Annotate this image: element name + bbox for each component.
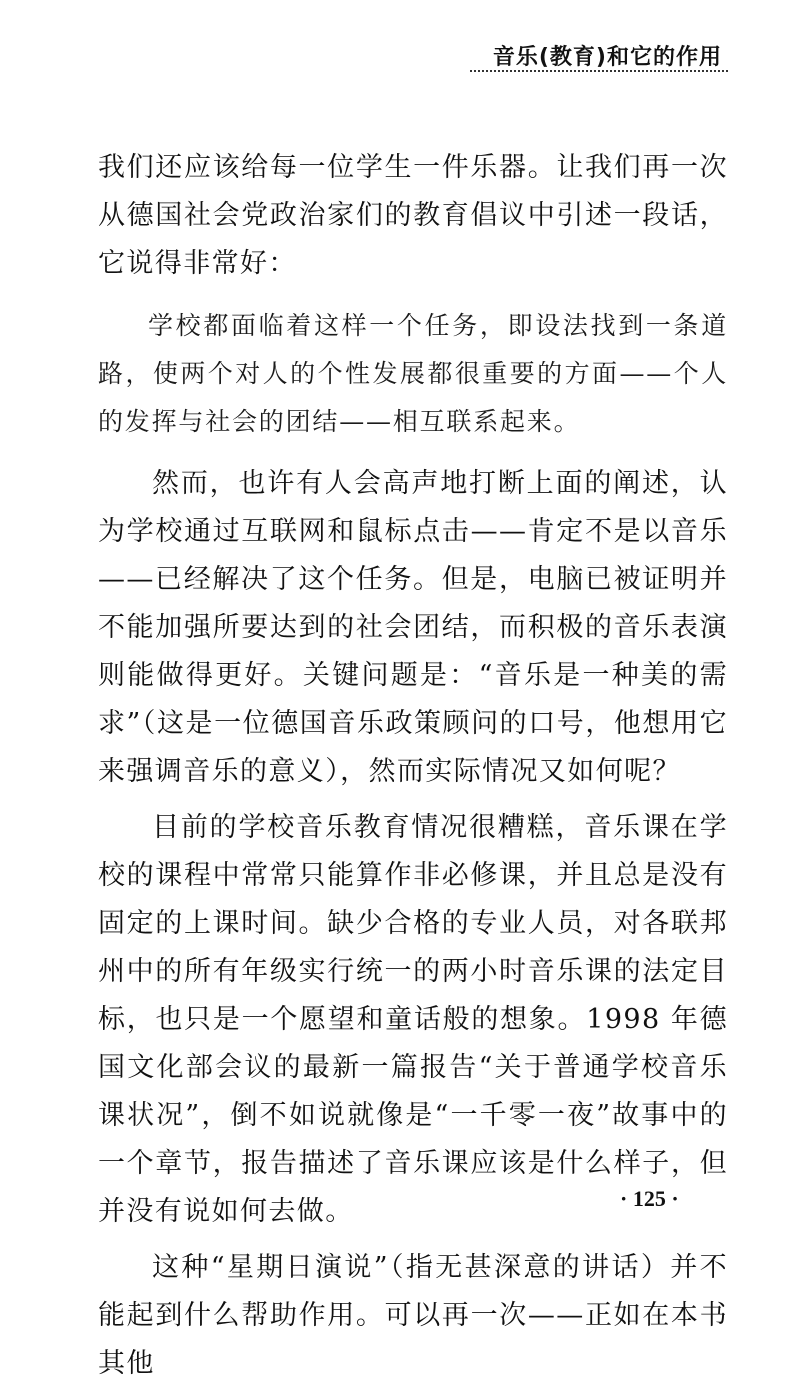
paragraph-4: 这种“星期日演说”（指无甚深意的讲话）并不能起到什么帮助作用。可以再一次——正如在本书其他	[98, 1252, 728, 1379]
paragraph-2: 然而，也许有人会高声地打断上面的阐述，认为学校通过互联网和鼠标点击——肯定不是以音乐——已经解决了这个任务。但是，电脑已被证明并不能加强所要达到的社会团结，而积极的音乐表演则能做得更好。关键问题是：“音乐是一种美的需求”（这是一位德国音乐政策顾问的口号，他想用它来强调音乐的意义），然而实际情况又如何呢？	[98, 468, 728, 787]
paragraph-3: 目前的学校音乐教育情况很糟糕，音乐课在学校的课程中常常只能算作非必修课，并且总是没有固定的上课时间。缺少合格的专业人员，对各联邦州中的所有年级实行统一的两小时音乐课的法定目标，也只是一个愿望和童话般的想象。1998 年德国文化部会议的最新一篇报告“关于普通学校音乐课状况”，倒不如说就像是“一千零一夜”故事中的一个章节，报告描述了音乐课应该是什么样子，但并没有说如何去做。	[98, 812, 728, 1227]
paragraph-1: 我们还应该给每一位学生一件乐器。让我们再一次从德国社会党政治家们的教育倡议中引述一段话，它说得非常好：	[98, 152, 728, 279]
running-head-title: 音乐(教育)和它的作用	[492, 45, 722, 70]
block-quote: 学校都面临着这样一个任务，即设法找到一条道路，使两个对人的个性发展都很重要的方面——个人的发挥与社会的团结——相互联系起来。	[98, 311, 728, 436]
header-dotted-rule	[470, 70, 728, 72]
page-number: · 125 ·	[620, 1186, 679, 1211]
